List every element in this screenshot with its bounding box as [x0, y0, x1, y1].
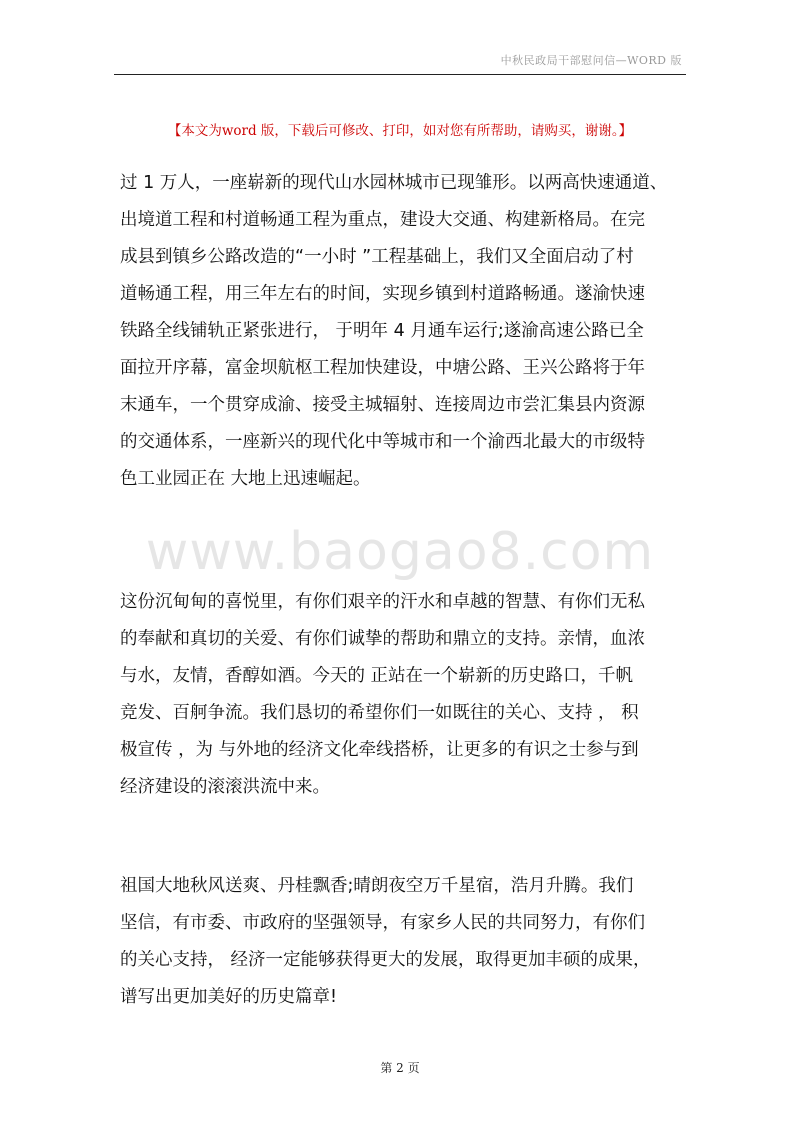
- text-line: 谱写出更加美好的历史篇章!: [120, 987, 338, 1007]
- text-line: 铁路全线铺轨正紧张进行， 于明年 4 月通车运行;遂渝高速公路已全: [120, 321, 644, 341]
- text-line: 极宣传 ，为 与外地的经济文化牵线搭桥，让更多的有识之士参与到: [120, 740, 639, 760]
- text-line: 过 1 万人，一座崭新的现代山水园林城市已现雏形。以两高快速通道、: [120, 173, 668, 193]
- text-line: 成县到镇乡公路改造的“一小时 ”工程基础上，我们又全面启动了村: [120, 247, 634, 267]
- download-notice: 【本文为word 版，下载后可修改、打印，如对您有所帮助，请购买，谢谢。】: [167, 123, 633, 139]
- text-line: 道畅通工程，用三年左右的时间，实现乡镇到村道路畅通。遂渝快速: [120, 284, 645, 304]
- text-line: 面拉开序幕，富金坝航枢工程加快建设，中塘公路、王兴公路将于年: [120, 358, 645, 378]
- paragraph-1: [120, 165, 695, 498]
- text-line: 末通车，一个贯穿成渝、接受主城辐射、连接周边市尝汇集县内资源: [120, 395, 645, 415]
- text-line: 祖国大地秋风送爽、丹桂飘香;晴朗夜空万千星宿，浩月升腾。我们: [120, 876, 634, 896]
- text-line: 的交通体系，一座新兴的现代化中等城市和一个渝西北最大的市级特: [120, 432, 645, 452]
- header-divider: [114, 74, 686, 75]
- text-line: 的关心支持， 经济一定能够获得更大的发展，取得更加丰硕的成果，: [120, 950, 651, 970]
- document-header-title: 中秋民政局干部慰问信—WORD 版: [500, 54, 682, 67]
- text-line: 竞发、百舸争流。我们恳切的希望你们一如既往的关心、支持 ， 积: [120, 703, 639, 723]
- watermark: www.baogao8.com: [145, 522, 655, 582]
- text-line: 坚信，有市委、市政府的坚强领导，有家乡人民的共同努力，有你们: [120, 913, 645, 933]
- text-line: 这份沉甸甸的喜悦里，有你们艰辛的汗水和卓越的智慧、有你们无私: [120, 592, 645, 612]
- text-line: 出境道工程和村道畅通工程为重点，建设大交通、构建新格局。在完: [120, 210, 645, 230]
- paragraph-2: [120, 584, 695, 806]
- text-line: 与水，友情，香醇如酒。今天的 正站在一个崭新的历史路口，千帆: [120, 666, 634, 686]
- text-line: 的奉献和真切的关爱、有你们诚挚的帮助和鼎立的支持。亲情，血浓: [120, 629, 645, 649]
- paragraph-3: [120, 868, 695, 1016]
- text-line: 色工业园正在 大地上迅速崛起。: [120, 469, 371, 489]
- page-number: 第 2 页: [380, 1061, 420, 1075]
- text-line: 经济建设的滚滚洪流中来。: [120, 777, 330, 797]
